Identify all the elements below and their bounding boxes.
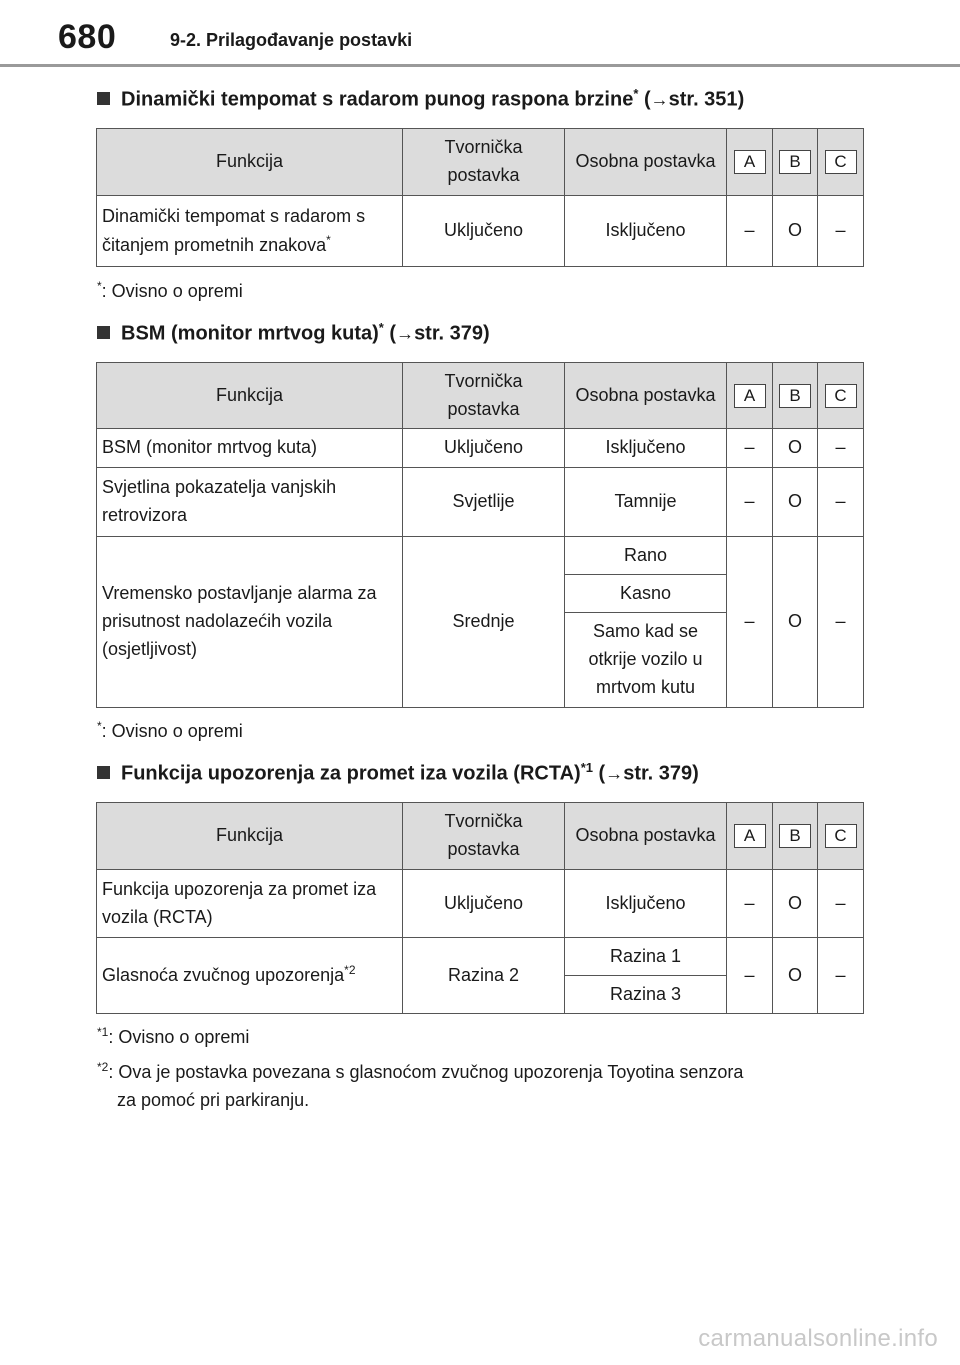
b-cell: O bbox=[773, 468, 818, 537]
column-header-personal: Osobna postavka bbox=[565, 363, 727, 429]
b-cell: O bbox=[773, 537, 818, 708]
c-cell: – bbox=[818, 870, 864, 938]
personal-option-cell: Razina 3 bbox=[565, 976, 727, 1014]
column-header-function: Funkcija bbox=[97, 129, 403, 196]
table-row bbox=[97, 429, 864, 468]
personal-option-cell: Kasno bbox=[565, 575, 727, 613]
c-cell: – bbox=[818, 537, 864, 708]
c-cell: – bbox=[818, 468, 864, 537]
function-cell: Glasnoća zvučnog upozorenja$^{*2}$ bbox=[97, 938, 403, 1014]
factory-cell: Uključeno bbox=[403, 870, 565, 938]
square-bullet-icon bbox=[97, 326, 110, 339]
factory-cell: Svjetlije bbox=[403, 468, 565, 537]
chapter-title: 9-2. Prilagođavanje postavki bbox=[170, 30, 413, 50]
b-cell: O bbox=[773, 870, 818, 938]
function-cell: Dinamički tempomat s radarom s čitanjem prometnih znakova* bbox=[97, 196, 403, 267]
a-cell: – bbox=[727, 870, 773, 938]
column-header-factory: Tvornička postavka bbox=[403, 803, 565, 870]
page-reference-link[interactable]: str. 351 bbox=[668, 88, 738, 111]
function-cell: Vremensko postavljanje alarma za prisutnost nadolazećih vozila (osjetljivost) bbox=[97, 537, 403, 708]
settings-table-bsm bbox=[96, 362, 864, 708]
factory-cell: Razina 2 bbox=[403, 938, 565, 1014]
column-header-function: Funkcija bbox=[97, 803, 403, 870]
a-cell: – bbox=[727, 468, 773, 537]
header-divider bbox=[0, 64, 960, 67]
function-cell: Funkcija upozorenja za promet iza vozila (RCTA) bbox=[97, 870, 403, 938]
function-cell: Svjetlina pokazatelja vanjskih retrovizora bbox=[97, 468, 403, 537]
footnote: *: Ovisno o opremi bbox=[97, 279, 243, 301]
footnote: $^{*1}$: Ovisno o opremi bbox=[97, 1025, 250, 1047]
a-cell: – bbox=[727, 196, 773, 267]
factory-cell: Uključeno bbox=[403, 196, 565, 267]
footnote: *: Ovisno o opremi bbox=[97, 719, 243, 741]
table-header-row bbox=[97, 803, 864, 870]
personal-cell: Isključeno bbox=[565, 429, 727, 468]
b-cell: O bbox=[773, 938, 818, 1014]
page-reference-link[interactable]: str. 379 bbox=[414, 322, 484, 345]
column-header-c: C bbox=[825, 824, 857, 848]
a-cell: – bbox=[727, 537, 773, 708]
column-header-a: A bbox=[734, 384, 766, 408]
c-cell: – bbox=[818, 429, 864, 468]
table-row bbox=[97, 938, 864, 976]
personal-cell: Tamnije bbox=[565, 468, 727, 537]
page-reference-link[interactable]: str. 379 bbox=[623, 762, 693, 785]
table-row bbox=[97, 870, 864, 938]
table-row bbox=[97, 537, 864, 575]
column-header-factory: Tvornička postavka bbox=[403, 129, 565, 196]
column-header-personal: Osobna postavka bbox=[565, 803, 727, 870]
settings-table-acc bbox=[96, 128, 864, 267]
section-title-bsm: BSM (monitor mrtvog kuta)* (→str. 379) bbox=[97, 320, 490, 346]
column-header-function: Funkcija bbox=[97, 363, 403, 429]
footnote: $^{*2}$: Ova je postavka povezana s glasnoćom zvučnog upozorenja Toyotina senzora za pomoć pri parkiranju. bbox=[97, 1060, 744, 1110]
column-header-a: A bbox=[734, 824, 766, 848]
table-row bbox=[97, 196, 864, 267]
settings-table-rcta bbox=[96, 802, 864, 1014]
factory-cell: Srednje bbox=[403, 537, 565, 708]
column-header-c: C bbox=[825, 150, 857, 174]
personal-option-cell: Rano bbox=[565, 537, 727, 575]
column-header-factory: Tvornička postavka bbox=[403, 363, 565, 429]
c-cell: – bbox=[818, 938, 864, 1014]
b-cell: O bbox=[773, 196, 818, 267]
column-header-c: C bbox=[825, 384, 857, 408]
personal-cell: Isključeno bbox=[565, 196, 727, 267]
table-row bbox=[97, 468, 864, 537]
factory-cell: Uključeno bbox=[403, 429, 565, 468]
function-cell: BSM (monitor mrtvog kuta) bbox=[97, 429, 403, 468]
table-header-row bbox=[97, 129, 864, 196]
page-number: 680 bbox=[58, 18, 117, 56]
personal-option-cell: Samo kad se otkrije vozilo u mrtvom kutu bbox=[565, 613, 727, 708]
column-header-a: A bbox=[734, 150, 766, 174]
b-cell: O bbox=[773, 429, 818, 468]
column-header-b: B bbox=[779, 384, 811, 408]
personal-option-cell: Razina 1 bbox=[565, 938, 727, 976]
table-header-row bbox=[97, 363, 864, 429]
section-title-acc: Dinamički tempomat s radarom punog raspona brzine* (→str. 351) bbox=[97, 86, 744, 112]
column-header-b: B bbox=[779, 824, 811, 848]
square-bullet-icon bbox=[97, 766, 110, 779]
page-header bbox=[0, 0, 960, 68]
a-cell: – bbox=[727, 429, 773, 468]
c-cell: – bbox=[818, 196, 864, 267]
column-header-b: B bbox=[779, 150, 811, 174]
column-header-personal: Osobna postavka bbox=[565, 129, 727, 196]
personal-cell: Isključeno bbox=[565, 870, 727, 938]
square-bullet-icon bbox=[97, 92, 110, 105]
watermark: carmanualsonline.info bbox=[698, 1325, 938, 1352]
a-cell: – bbox=[727, 938, 773, 1014]
section-title-rcta: Funkcija upozorenja za promet iza vozila (RCTA)$^{*1}$ (→str. 379) bbox=[97, 760, 699, 786]
